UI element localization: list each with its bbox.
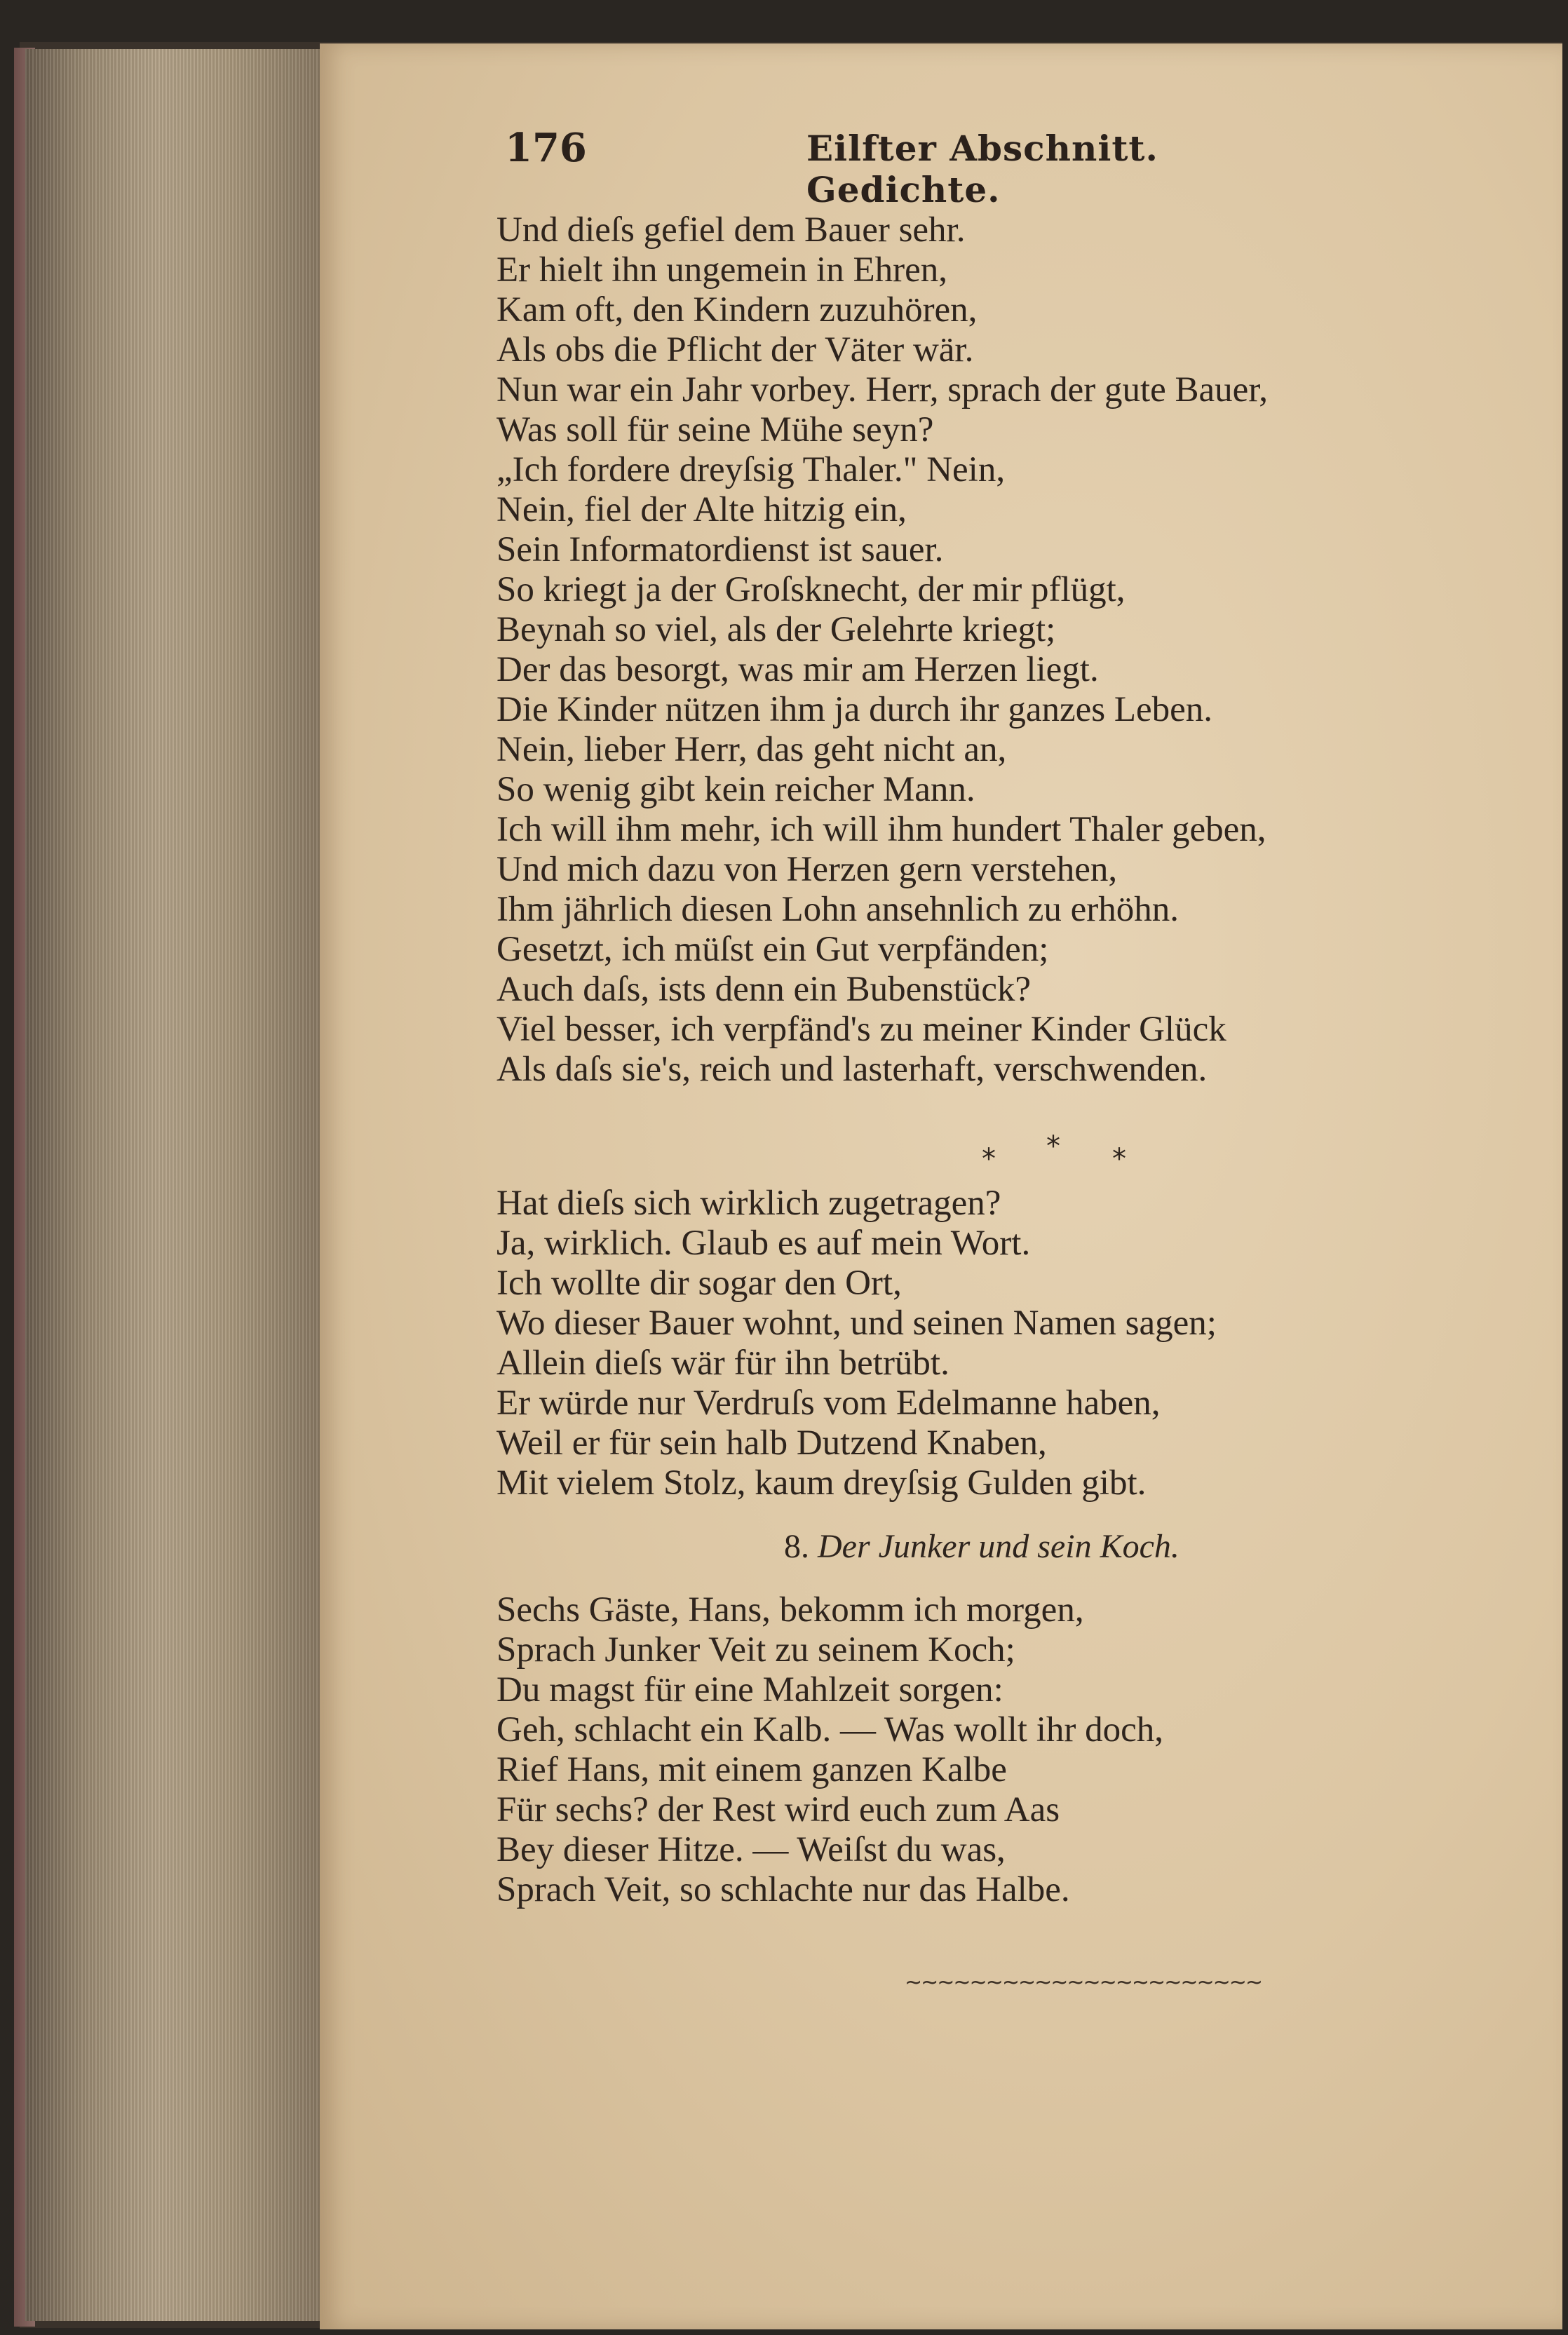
verse-line: Du magst für eine Mahlzeit sorgen: [496,1670,1003,1710]
verse-line: Ihm jährlich diesen Lohn ansehnlich zu erhöhn. [496,890,1179,929]
verse-line: Auch daſs, ists denn ein Bubenstück? [496,970,1032,1009]
verse-line: Ja, wirklich. Glaub es auf mein Wort. [496,1224,1031,1263]
epilogue-block [496,1184,1534,1503]
verse-line: Bey dieser Hitze. — Weiſst du was, [496,1830,1006,1869]
running-head: Eilfter Abschnitt. Gedichte. [806,128,1158,210]
verse-line: Für sechs? der Rest wird euch zum Aas [496,1790,1060,1829]
page-number: 176 [505,125,587,171]
separator-star: * [982,1143,996,1175]
verse-line: So kriegt ja der Groſsknecht, der mir pflügt, [496,570,1126,609]
verse-line: Weil er für sein halb Dutzend Knaben, [496,1423,1047,1463]
verse-line: Sprach Junker Veit zu seinem Koch; [496,1630,1015,1670]
page-header [505,125,1304,210]
verse-line: Und mich dazu von Herzen gern verstehen, [496,850,1118,889]
verse-line: Allein dieſs wär für ihn betrübt. [496,1344,949,1383]
page-fore-edge [25,49,323,2321]
verse-line: Gesetzt, ich müſst ein Gut verpfänden; [496,930,1049,969]
verse-line: Mit vielem Stolz, kaum dreyſsig Gulden gibt. [496,1463,1147,1503]
verse-line: Wo dieser Bauer wohnt, und seinen Namen sagen; [496,1304,1217,1343]
verse-line: Hat dieſs sich wirklich zugetragen? [496,1184,1001,1223]
verse-line: Nun war ein Jahr vorbey. Herr, sprach der gute Bauer, [496,370,1269,410]
verse-line: Ich will ihm mehr, ich will ihm hundert Thaler geben, [496,810,1266,849]
verse-line: Kam oft, den Kindern zuzuhören, [496,290,978,330]
separator-star: * [1112,1143,1126,1175]
poem-8-block [496,1590,1534,1910]
verse-line: „Ich fordere dreyſsig Thaler." Nein, [496,450,1006,489]
verse-line: Und dieſs gefiel dem Bauer sehr. [496,210,966,250]
verse-line: Nein, lieber Herr, das geht nicht an, [496,730,1007,769]
verse-line: Ich wollte dir sogar den Ort, [496,1264,902,1303]
verse-line: Er würde nur Verdruſs vom Edelmanne haben, [496,1383,1161,1423]
verse-line: Geh, schlacht ein Kalb. — Was wollt ihr doch, [496,1710,1163,1749]
verse-line: Die Kinder nützen ihm ja durch ihr ganzes Leben. [496,690,1213,729]
end-ornament: ~~~~~~~~~~~~~~~~~~~~~~ [905,1970,1262,1995]
verse-line: Er hielt ihn ungemein in Ehren, [496,250,948,290]
verse-line: Beynah so viel, als der Gelehrte kriegt; [496,610,1056,649]
verse-line: Sechs Gäste, Hans, bekomm ich morgen, [496,1590,1084,1630]
separator-star: * [1046,1130,1060,1163]
verse-line: Viel besser, ich verpfänd's zu meiner Kinder Glück [496,1010,1226,1049]
verse-line: Sprach Veit, so schlachte nur das Halbe. [496,1870,1070,1909]
verse-line: Rief Hans, mit einem ganzen Kalbe [496,1750,1007,1789]
verse-line: Als daſs sie's, reich und lasterhaft, verschwenden. [496,1050,1208,1089]
verse-line: Was soll für seine Mühe seyn? [496,410,934,449]
verse-line: So wenig gibt kein reicher Mann. [496,770,975,809]
poem-continued-block [496,210,1534,1090]
section-heading [784,1527,1180,1566]
verse-line: Nein, fiel der Alte hitzig ein, [496,490,907,529]
verse-line: Der das besorgt, was mir am Herzen liegt. [496,650,1099,689]
section-number: 8. [784,1528,809,1565]
section-separator [982,1130,1150,1175]
verse-line: Als obs die Pflicht der Väter wär. [496,330,974,370]
section-title: Der Junker und sein Koch. [818,1528,1180,1565]
verse-line: Sein Informatordienst ist sauer. [496,530,944,569]
